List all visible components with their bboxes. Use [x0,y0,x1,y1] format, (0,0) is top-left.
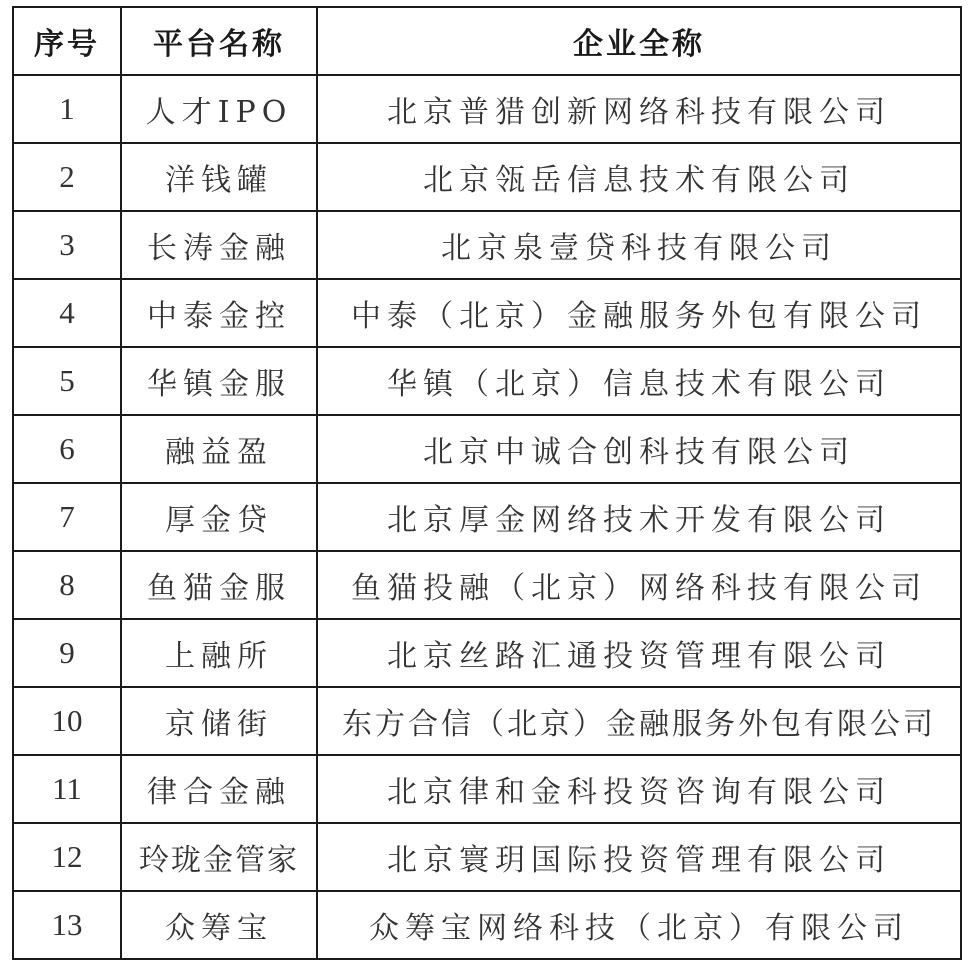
table-row [13,755,961,823]
row-company: 东方合信（北京）金融服务外包有限公司 [317,687,961,755]
row-platform: 上融所 [121,619,317,687]
row-platform: 人才IPO [121,75,317,143]
row-number: 4 [13,279,121,347]
header-company: 企业全称 [317,7,961,75]
table-row [13,75,961,143]
row-platform: 厚金贷 [121,483,317,551]
row-company: 北京泉壹贷科技有限公司 [317,211,961,279]
row-number: 8 [13,551,121,619]
platform-company-table [12,6,962,960]
row-number: 5 [13,347,121,415]
row-platform: 鱼猫金服 [121,551,317,619]
row-platform: 华镇金服 [121,347,317,415]
row-company: 北京丝路汇通投资管理有限公司 [317,619,961,687]
row-number: 3 [13,211,121,279]
row-number: 6 [13,415,121,483]
row-platform: 玲珑金管家 [121,823,317,891]
row-number: 10 [13,687,121,755]
platform-company-table-container [12,6,960,954]
row-number: 1 [13,75,121,143]
row-company: 北京瓴岳信息技术有限公司 [317,143,961,211]
header-platform: 平台名称 [121,7,317,75]
row-company: 鱼猫投融（北京）网络科技有限公司 [317,551,961,619]
row-company: 北京中诚合创科技有限公司 [317,415,961,483]
row-platform: 众筹宝 [121,891,317,959]
table-row [13,143,961,211]
row-number: 9 [13,619,121,687]
table-row [13,891,961,959]
table-row [13,687,961,755]
row-number: 12 [13,823,121,891]
table-row [13,211,961,279]
table-row [13,279,961,347]
table-row [13,823,961,891]
row-company: 北京寰玥国际投资管理有限公司 [317,823,961,891]
table-row [13,483,961,551]
row-company: 北京律和金科投资咨询有限公司 [317,755,961,823]
row-platform: 律合金融 [121,755,317,823]
table-row [13,347,961,415]
row-platform: 京储街 [121,687,317,755]
table-header-row [13,7,961,75]
row-platform: 融益盈 [121,415,317,483]
row-company: 华镇（北京）信息技术有限公司 [317,347,961,415]
row-number: 7 [13,483,121,551]
row-number: 13 [13,891,121,959]
row-number: 11 [13,755,121,823]
header-number: 序号 [13,7,121,75]
row-company: 北京普猎创新网络科技有限公司 [317,75,961,143]
row-company: 中泰（北京）金融服务外包有限公司 [317,279,961,347]
table-row [13,551,961,619]
row-number: 2 [13,143,121,211]
table-row [13,415,961,483]
row-platform: 洋钱罐 [121,143,317,211]
row-company: 众筹宝网络科技（北京）有限公司 [317,891,961,959]
row-platform: 中泰金控 [121,279,317,347]
table-row [13,619,961,687]
row-company: 北京厚金网络技术开发有限公司 [317,483,961,551]
row-platform: 长涛金融 [121,211,317,279]
